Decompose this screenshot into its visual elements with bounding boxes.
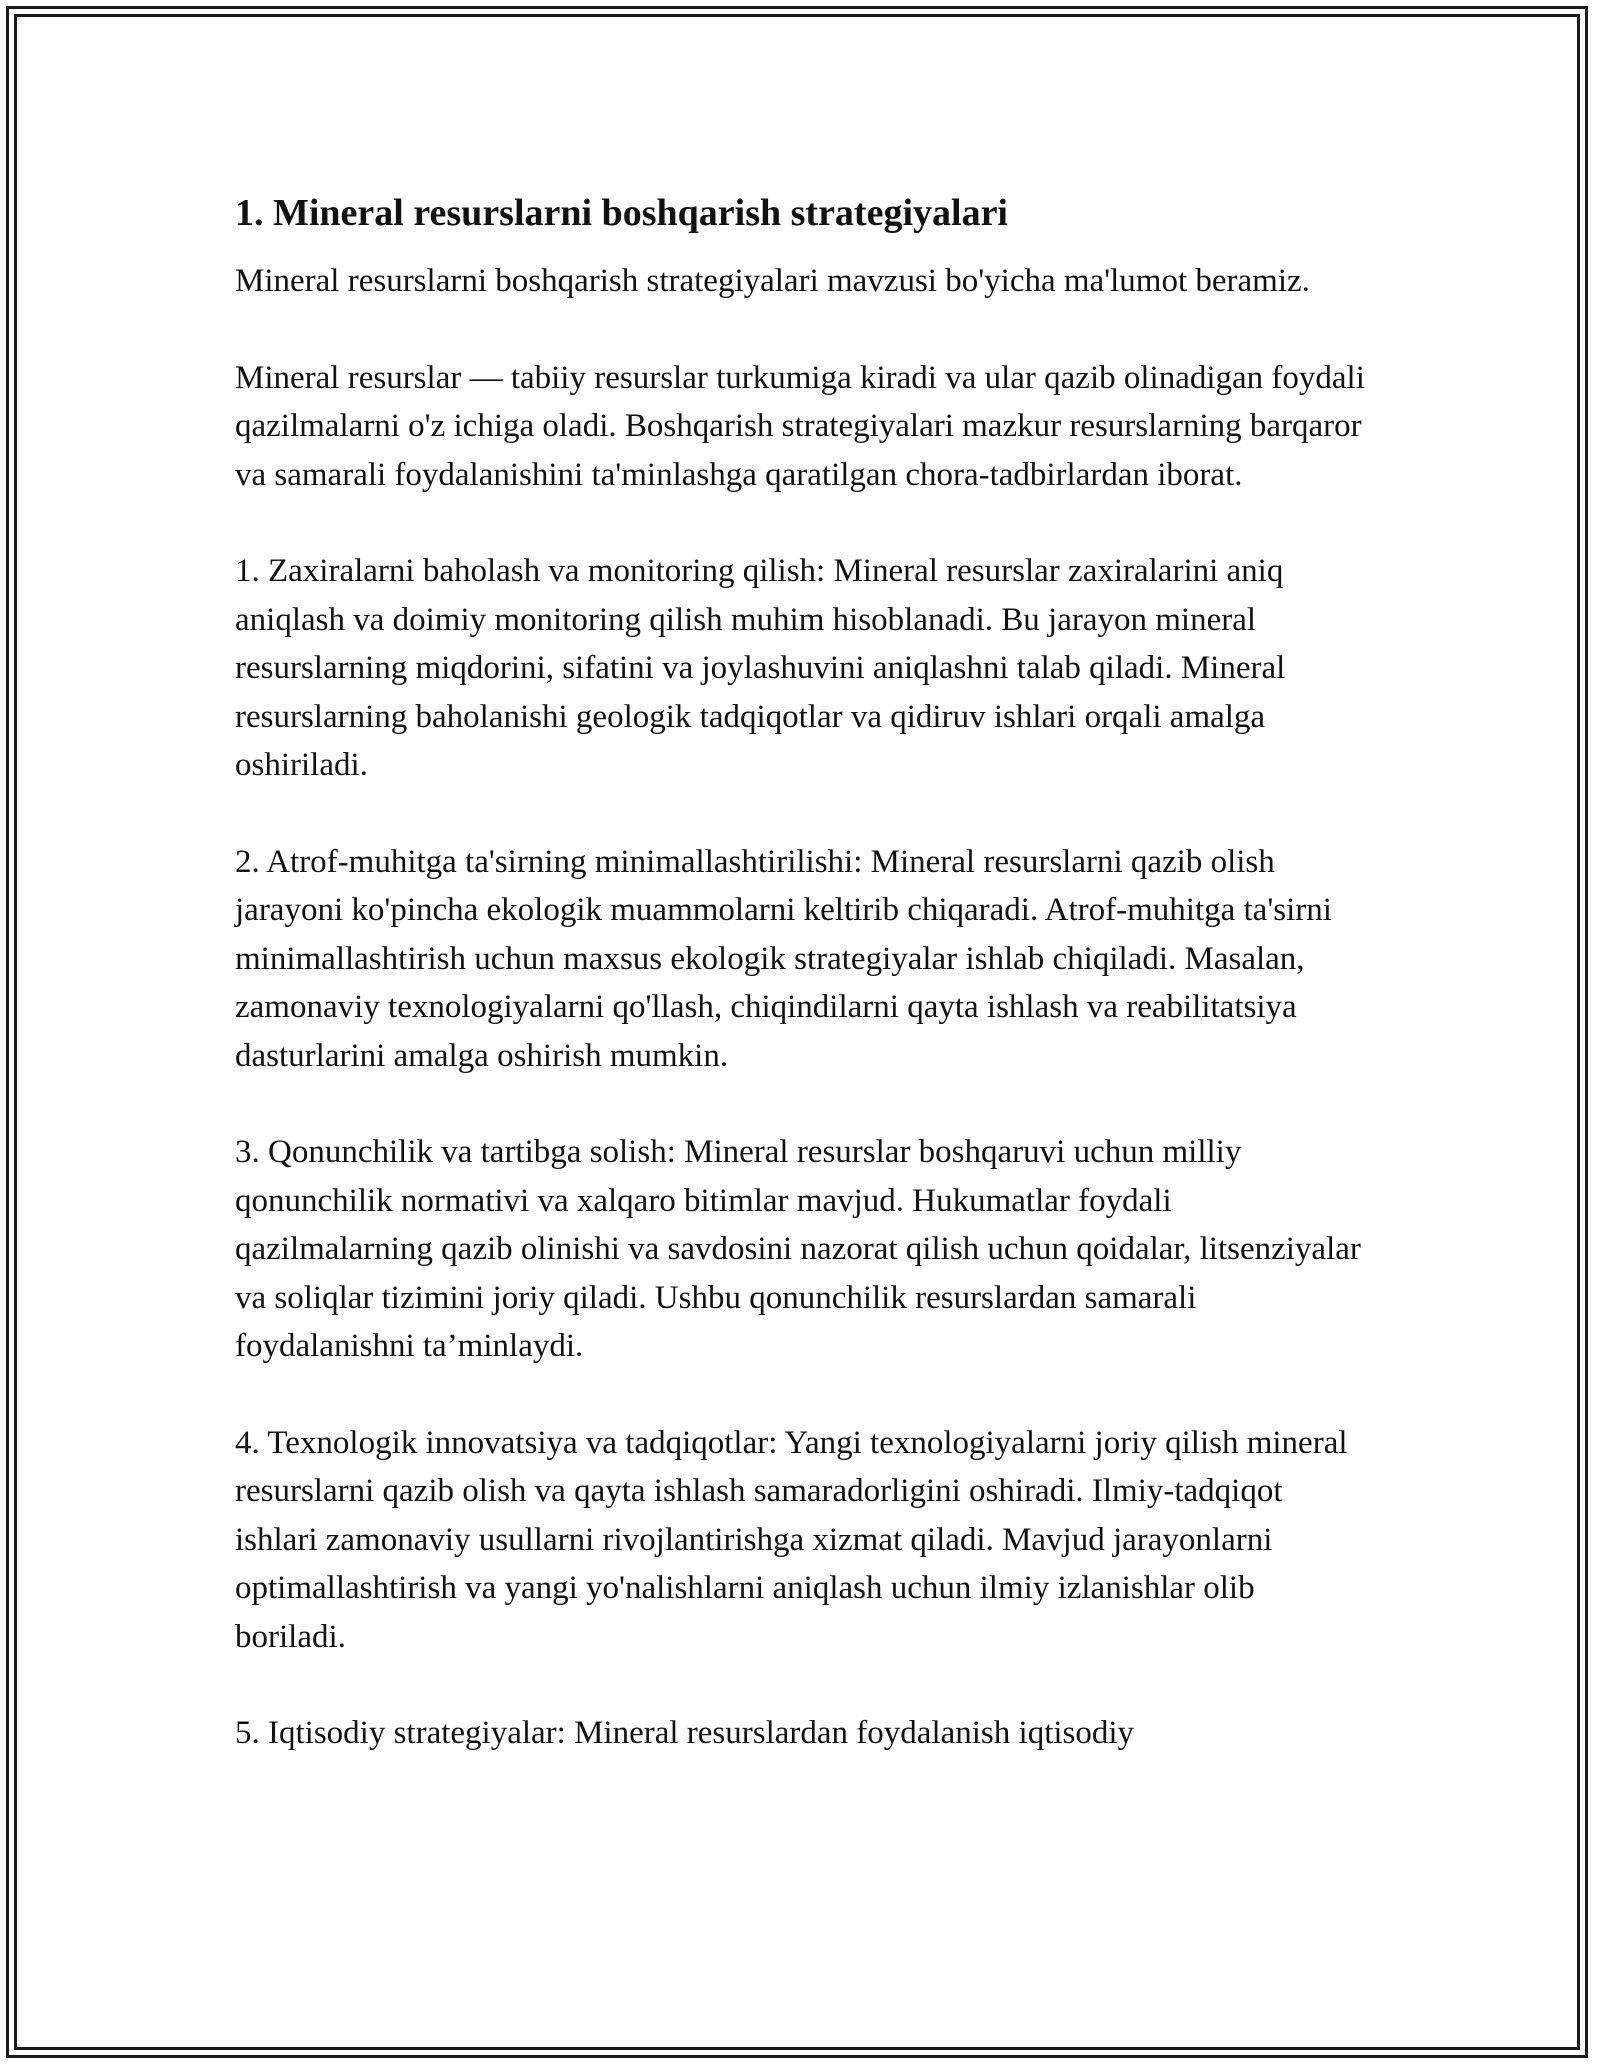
intro-paragraph: Mineral resurslarni boshqarish strategiyalari mavzusi bo'yicha ma'lumot beramiz. — [235, 263, 1310, 299]
point-3-paragraph: 3. Qonunchilik va tartibga solish: Mineral resurslar boshqaruvi uchun milliy qonunchilik normativi va xalqaro bitimlar mavjud. Hukumatlar foydali qazilmalarning qazib olinishi va savdosini nazorat qilish uchun qoidalar, litsenziyalar va soliqlar tizimini joriy qiladi. Ushbu qonunchilik resurslardan samarali foydalanishni ta’minlaydi. — [235, 1134, 1361, 1364]
point-5-paragraph: 5. Iqtisodiy strategiyalar: Mineral resurslardan foydalanish iqtisodiy — [235, 1715, 1135, 1751]
definition-paragraph: Mineral resurslar — tabiiy resurslar turkumiga kiradi va ular qazib olinadigan foydali qazilmalarni o'z ichiga oladi. Boshqarish strategiyalari mazkur resurslarning barqaror va samarali foydalanishini ta'minlashga qaratilgan chora-tadbirlardan iborat. — [235, 359, 1365, 493]
point-4-paragraph: 4. Texnologik innovatsiya va tadqiqotlar: Yangi texnologiyalarni joriy qilish mineral resurslarni qazib olish va qayta ishlash samaradorligini oshiradi. Ilmiy-tadqiqot ishlari zamonaviy usullarni rivojlantirishga xizmat qiladi. Mavjud jarayonlarni optimallashtirish va yangi yo'nalishlarni aniqlash uchun ilmiy izlanishlar olib boriladi. — [235, 1424, 1348, 1655]
point-2-paragraph: 2. Atrof-muhitga ta'sirning minimallashtirilishi: Mineral resurslarni qazib olish jarayoni ko'pincha ekologik muammolarni keltirib chiqaradi. Atrof-muhitga ta'sirni minimallashtirish uchun maxsus ekologik strategiyalar ishlab chiqiladi. Masalan, zamonaviy texnologiyalarni qo'llash, chiqindilarni qayta ishlash va reabilitatsiya dasturlarini amalga oshirish mumkin. — [235, 843, 1332, 1074]
point-1-paragraph: 1. Zaxiralarni baholash va monitoring qilish: Mineral resurslar zaxiralarini aniq aniqlash va doimiy monitoring qilish muhim hisoblanadi. Bu jarayon mineral resurslarning miqdorini, sifatini va joylashuvini aniqlashni talab qiladi. Mineral resurslarning baholanishi geologik tadqiqotlar va qidiruv ishlari orqali amalga oshiriladi. — [235, 553, 1286, 783]
document-body — [235, 185, 1370, 1806]
document-title: 1. Mineral resurslarni boshqarish strategiyalari — [235, 192, 1008, 234]
